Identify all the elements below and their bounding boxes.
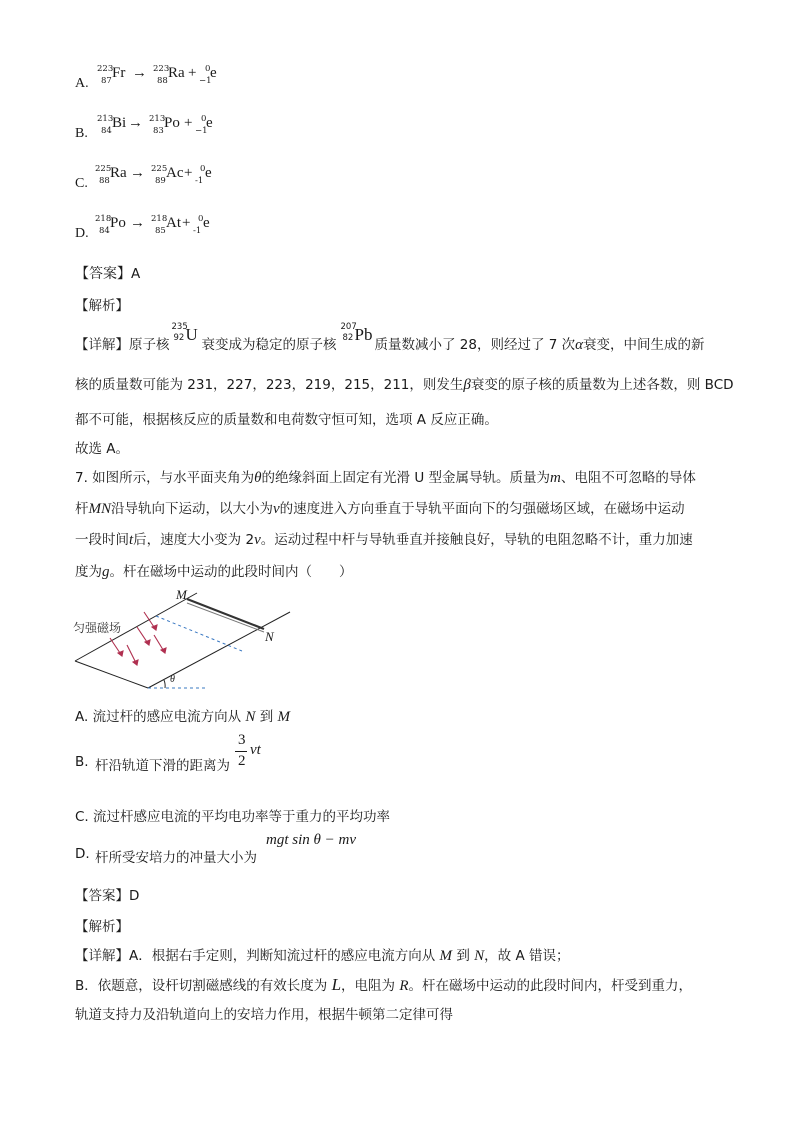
nuclide-symbol: Pb [354,325,373,344]
angle-label: θ [170,674,175,685]
detail-text: 核的质量数可能为 231，227，223，219，215，211，则发生 [75,377,464,393]
field-label: 匀强磁场 [73,621,122,635]
incline-rail-figure [70,585,300,695]
stem-text: 度为 [75,564,102,580]
theta-symbol: θ [254,470,262,486]
option-text: 到 [259,709,274,725]
option-label: B. [75,754,89,770]
impulse-formula: mgt sin θ − mv [266,832,356,848]
detail-text: ，电阻为 [341,978,396,994]
option-label: A. [75,76,89,91]
atomic-number: 82 [342,333,354,343]
detail-text: 原子核 [129,337,170,353]
q6-option-b[interactable] [75,112,275,142]
stem-text: 、电阻不可忽略的导体 [560,470,696,486]
nuclide-symbol: Bi [112,115,127,131]
plus: + [184,165,193,181]
nuclide-symbol: e [205,165,212,181]
q7-option-d[interactable] [75,830,395,866]
label-n: N [265,629,274,644]
symbol-r: R [399,978,409,994]
nuclide-symbol: Fr [112,65,126,81]
symbol-n: N [474,948,485,964]
symbol-m: M [439,948,453,964]
q7-answer [75,884,139,904]
plus: + [188,65,197,81]
atomic-number: 88 [157,76,168,86]
field-boundary [156,616,242,651]
q7-analysis-heading: 【解析】 [75,919,129,935]
stem-text: 沿导轨向下运动，以大小为 [111,501,273,517]
q7-detail-line-3: 轨道支持力及沿轨道向上的安培力作用，根据牛顿第二定律可得 [75,1007,453,1023]
option-label: C. [75,176,88,191]
symbol-l: L [331,975,342,994]
mass-number: 223 [153,64,170,74]
option-label: A. [75,709,89,725]
arrow: → [130,215,145,231]
q6-option-d[interactable] [75,212,275,242]
q6-analysis-heading: 【解析】 [75,298,129,314]
rod-mn [187,599,264,629]
q7-stem-line-4 [75,560,353,581]
mass-number: 223 [97,64,114,74]
atomic-number: -1 [195,176,204,186]
nuclide-symbol: Ra [110,165,127,181]
option-label: D. [75,846,90,862]
q7-stem-line-2 [75,497,685,518]
symbol-n: N [245,709,256,725]
q7-option-a[interactable] [75,705,290,726]
q6-detail-line-1 [75,322,705,354]
fraction-denominator: 2 [238,753,246,769]
stem-text: 。运动过程中杆与导轨垂直并接触良好，导轨的电阻忽略不计，重力加速 [260,532,693,548]
option-text: 流过杆的感应电流方向从 [92,709,242,725]
symbol-m: M [277,709,290,725]
angle-arc [164,680,165,688]
mass-number: 207 [340,322,357,332]
nuclide-symbol: Po [110,215,126,231]
detail-heading: 【详解】 [75,948,129,964]
rod-shadow [187,603,264,632]
stem-text: 后，速度大小变为 2 [133,532,255,548]
arrow: → [128,115,143,131]
arrow: → [132,65,147,81]
detail-heading: 【详解】 [75,337,129,353]
mass-number: 218 [95,214,112,224]
alpha-symbol: α [575,337,584,353]
atomic-number: 88 [99,176,110,186]
atomic-number: 85 [155,226,166,236]
detail-text: 衰变成为稳定的原子核 [201,337,337,353]
mass-number: 0 [200,164,206,174]
option-label: C. [75,809,89,825]
option-text: 杆所受安培力的冲量大小为 [95,850,257,866]
nuclide-symbol: Ra [168,65,185,81]
nuclide-symbol: Po [164,115,180,131]
answer-value: A [131,266,141,282]
mass-number: 213 [97,114,114,124]
arrow: → [130,165,145,181]
option-label: B. [75,126,88,141]
mass-number: 0 [205,64,211,74]
uranium-nuclide [170,322,202,349]
atomic-number: −1 [195,126,208,136]
atomic-number: 87 [101,76,112,86]
option-text: 杆沿轨道下滑的距离为 [95,758,230,774]
mass-number: 0 [198,214,204,224]
plus: + [184,115,193,131]
velocity-symbol: v [254,532,261,548]
detail-text: 衰变，中间生成的新 [583,337,705,353]
atomic-number: 84 [101,126,112,136]
nuclide-symbol: e [206,115,213,131]
nuclide-symbol: e [210,65,217,81]
stem-text: 7. 如图所示，与水平面夹角为 [75,470,255,486]
nuclide-symbol: e [203,215,210,231]
formula-tail: vt [250,742,261,758]
velocity-symbol: v [273,501,280,517]
q6-option-c[interactable] [75,162,275,192]
option-label: D. [75,226,89,241]
nuclide-symbol: At [166,215,181,231]
q7-detail-line-1 [75,944,569,965]
atomic-number: -1 [193,226,202,236]
q7-option-c[interactable] [75,805,390,825]
q6-detail-line-2 [75,373,734,394]
answer-value: D [129,888,140,904]
detail-text: ，故 A 错误； [484,948,570,964]
q6-detail-line-3: 都不可能，根据核反应的质量数和电荷数守恒可知，选项 A 反应正确。 [75,412,498,428]
q6-option-a[interactable] [75,62,275,92]
atomic-number: 83 [153,126,164,136]
atomic-number: 92 [173,333,185,343]
answer-heading: 【答案】 [75,266,131,282]
q7-stem-line-1 [75,466,696,487]
stem-text: 的速度进入方向垂直于导轨平面向下的匀强磁场区域，在磁场中运动 [279,501,685,517]
atomic-number: 84 [99,226,110,236]
fraction-bar [235,751,247,752]
time-symbol: t [129,532,134,548]
rod-symbol: MN [88,501,111,517]
detail-text: 质量数减小了 28，则经过了 7 次 [374,337,576,353]
detail-text: B．依题意，设杆切割磁感线的有效长度为 [75,978,328,994]
q6-answer [75,263,140,283]
atomic-number: 89 [155,176,166,186]
detail-text: 到 [456,948,470,964]
detail-text: A．根据右手定则，判断知流过杆的感应电流方向从 [129,948,436,964]
stem-text: 一段时间 [75,532,129,548]
answer-heading: 【答案】 [75,888,129,904]
mass-number: 0 [201,114,207,124]
detail-text: 衰变的原子核的质量数为上述各数，则 BCD [470,377,734,393]
stem-text: 。杆在磁场中运动的此段时间内（ ） [109,564,353,580]
nuclide-symbol: U [185,325,198,344]
beta-symbol: β [463,377,471,393]
option-text: 流过杆感应电流的平均电功率等于重力的平均功率 [93,809,391,825]
q7-detail-line-2 [75,974,692,995]
stem-text: 的绝缘斜面上固定有光滑 U 型金属导轨。质量为 [261,470,551,486]
nuclide-symbol: Ac [166,165,184,181]
q6-detail-line-4: 故选 A。 [75,441,130,457]
q7-stem-line-3 [75,528,693,549]
q7-option-b[interactable] [75,732,295,782]
mass-number: 218 [151,214,168,224]
plus: + [182,215,191,231]
mass-number: 225 [95,164,112,174]
gravity-symbol: g [102,564,110,580]
lead-nuclide [337,322,375,349]
stem-text: 杆 [75,501,89,517]
mass-number: 213 [149,114,166,124]
fraction-numerator: 3 [238,732,246,748]
mass-number: 235 [171,322,188,332]
label-m: M [176,587,187,602]
detail-text: 。杆在磁场中运动的此段时间内，杆受到重力， [408,978,692,994]
atomic-number: −1 [199,76,212,86]
mass-number: 225 [151,164,168,174]
mass-symbol: m [550,470,561,486]
